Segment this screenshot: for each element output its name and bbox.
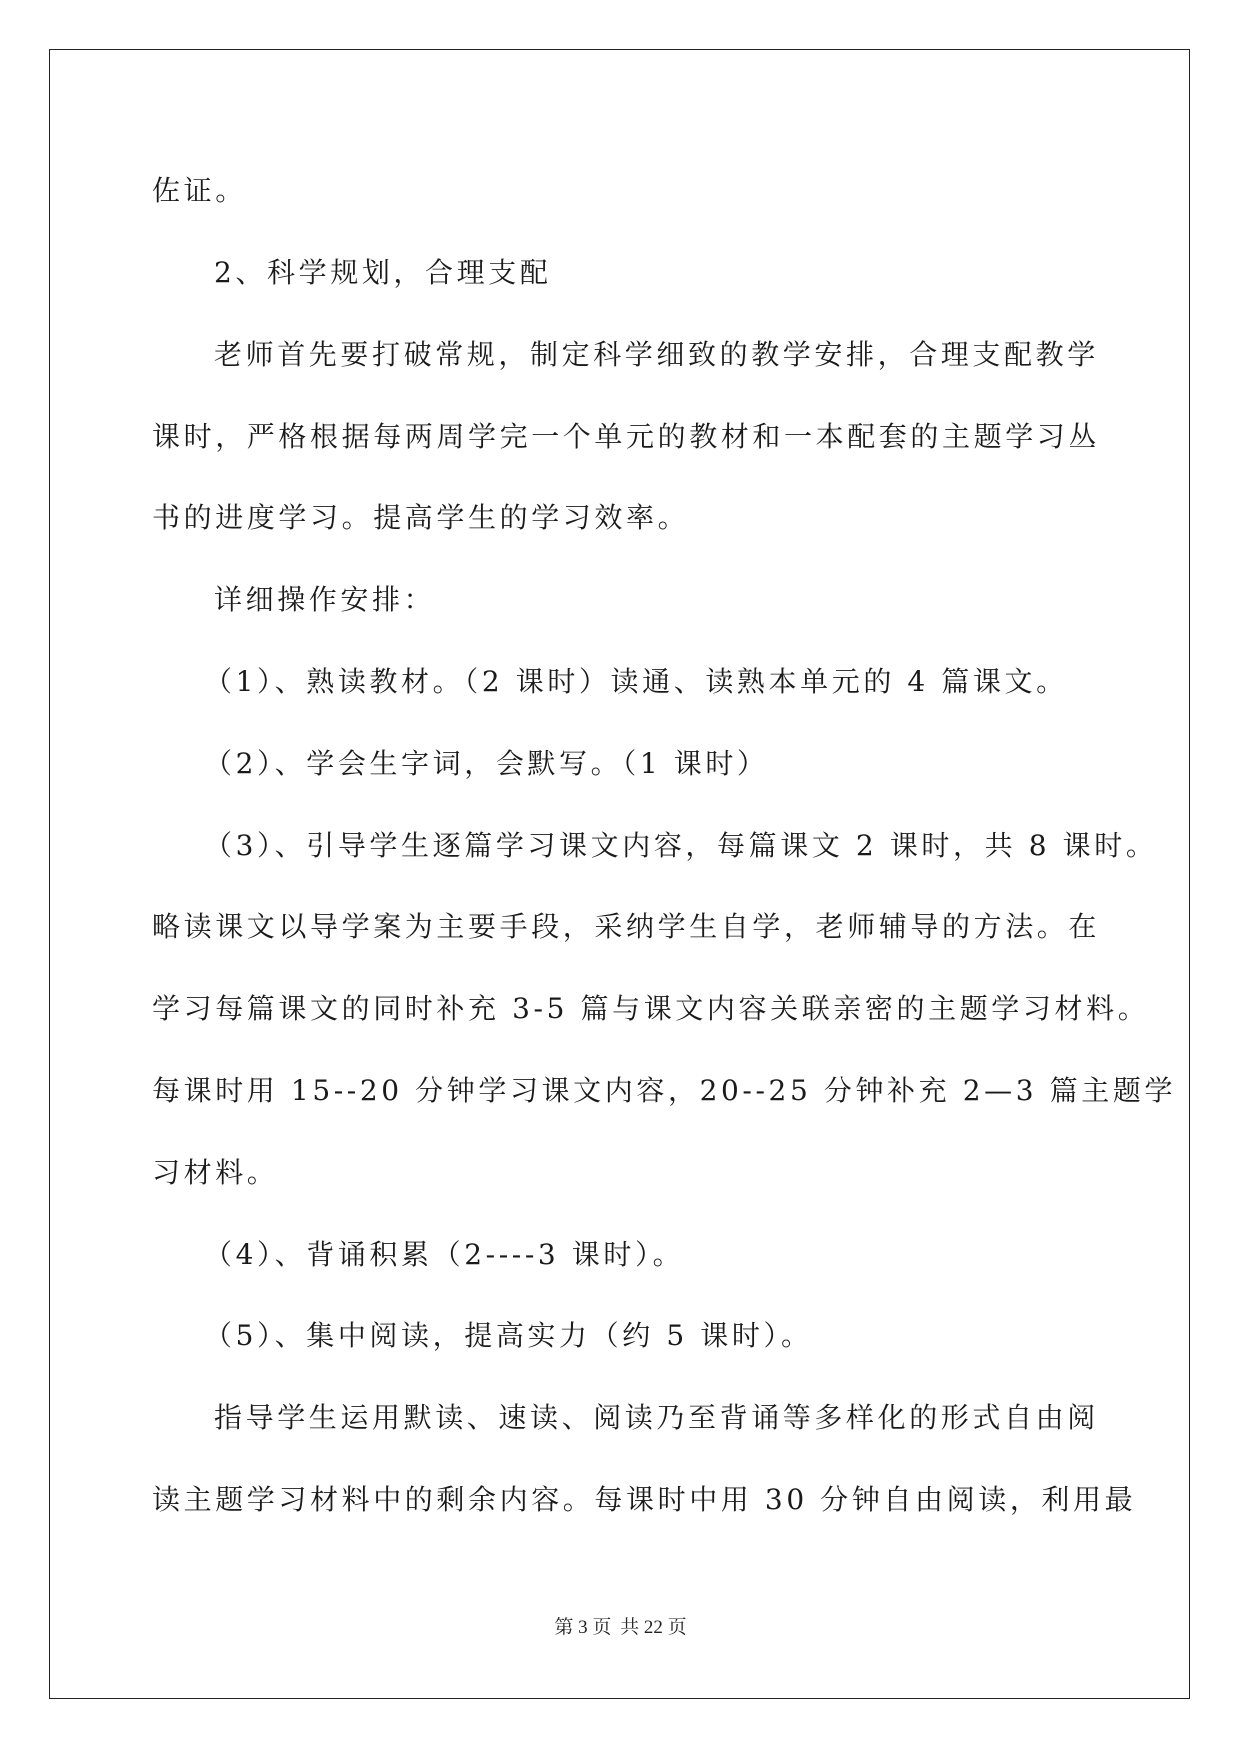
list-item: （3）、引导学生逐篇学习课文内容，每篇课文 2 课时，共 8 课时。 (204, 829, 1158, 862)
page-number: 第 3 页 (554, 1617, 612, 1638)
list-item: （2）、学会生字词，会默写。（1 课时） (204, 747, 769, 780)
page-footer (0, 1616, 1241, 1640)
text-line: 课时，严格根据每两周学完一个单元的教材和一本配套的主题学习丛 (152, 420, 1101, 453)
text-line: 老师首先要打破常规，制定科学细致的教学安排，合理支配教学 (214, 338, 1099, 371)
text-line: 书的进度学习。提高学生的学习效率。 (152, 501, 690, 534)
page-border (49, 49, 1190, 1699)
list-item: （4）、背诵积累（2----3 课时）。 (204, 1238, 685, 1271)
text-line: 略读课文以导学案为主要手段，采纳学生自学，老师辅导的方法。在 (152, 910, 1101, 943)
text-line: 佐证。 (152, 174, 247, 207)
list-item: （1）、熟读教材。（2 课时）读通、读熟本单元的 4 篇课文。 (204, 665, 1068, 698)
text-line: 每课时用 15--20 分钟学习课文内容，20--25 分钟补充 2—3 篇主题学 (152, 1074, 1177, 1107)
text-line: 读主题学习材料中的剩余内容。每课时中用 30 分钟自由阅读，利用最 (152, 1483, 1137, 1516)
list-item: （5）、集中阅读，提高实力（约 5 课时）。 (204, 1319, 813, 1352)
section-heading: 2、科学规划，合理支配 (214, 256, 552, 289)
text-line: 指导学生运用默读、速读、阅读乃至背诵等多样化的形式自由阅 (214, 1401, 1099, 1434)
page-total: 共 22 页 (620, 1617, 687, 1638)
text-line: 习材料。 (152, 1156, 279, 1189)
text-line: 详细操作安排： (214, 583, 436, 616)
text-line: 学习每篇课文的同时补充 3-5 篇与课文内容关联亲密的主题学习材料。 (152, 992, 1150, 1025)
